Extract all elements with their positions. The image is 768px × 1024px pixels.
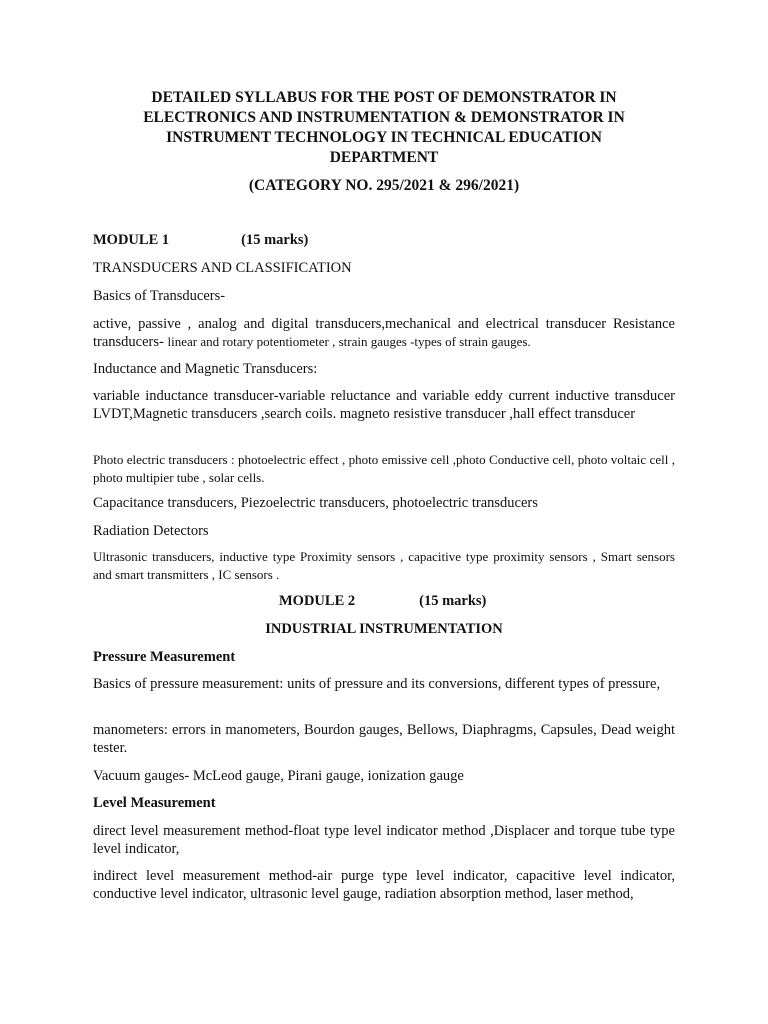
module-2-label: MODULE 2	[279, 593, 356, 609]
level-heading: Level Measurement	[93, 795, 216, 811]
inductance-heading: Inductance and Magnetic Transducers:	[93, 361, 318, 377]
capacitance-text: Capacitance transducers, Piezoelectric transducers, photoelectric transducers	[93, 495, 538, 511]
direct-level-text: direct level measurement method-float type level indicator method ,Displacer and torque tube type level indicator,	[93, 823, 675, 857]
module-2-marks: (15 marks)	[419, 593, 487, 609]
ultrasonic-text: Ultrasonic transducers, inductive type Proximity sensors , capacitive type proximity sensors , Smart sensors and smart transmitters , IC sensors .	[93, 549, 675, 582]
title-line-1: DETAILED SYLLABUS FOR THE POST OF DEMONSTRATOR IN	[151, 89, 617, 106]
photo-electric-text: Photo electric transducers : photoelectric effect , photo emissive cell ,photo Conductive cell, photo voltaic cell , photo multipier tube , solar cells.	[93, 452, 675, 485]
title-line-4: DEPARTMENT	[329, 149, 439, 166]
module-1-marks: (15 marks)	[241, 232, 309, 248]
manometers-text: manometers: errors in manometers, Bourdon gauges, Bellows, Diaphragms, Capsules, Dead weight tester.	[93, 722, 675, 756]
module-2-heading	[279, 592, 599, 610]
pressure-basics-text: Basics of pressure measurement: units of pressure and its conversions, different types of pressure,	[93, 676, 661, 692]
basics-text-b: linear and rotary potentiometer , strain gauges -types of strain gauges.	[167, 334, 531, 349]
inductance-text: variable inductance transducer-variable reluctance and variable eddy current inductive transducer LVDT,Magnetic transducers ,search coils. magneto resistive transducer ,hall effect transducer	[93, 388, 675, 422]
basics-text	[93, 315, 675, 351]
module-1-topic: TRANSDUCERS AND CLASSIFICATION	[93, 260, 352, 276]
module-2-topic: INDUSTRIAL INSTRUMENTATION	[265, 621, 503, 637]
document-title	[100, 88, 668, 168]
category-number: (CATEGORY NO. 295/2021 & 296/2021)	[248, 177, 520, 194]
module-1-label: MODULE 1	[93, 232, 170, 248]
pressure-heading: Pressure Measurement	[93, 649, 236, 665]
basics-text-a: active, passive , analog and digital transducers,mechanical and electrical transducer Resistance transducers-	[93, 316, 675, 350]
basics-heading: Basics of Transducers-	[93, 288, 226, 304]
title-line-3: INSTRUMENT TECHNOLOGY IN TECHNICAL EDUCATION	[166, 129, 602, 146]
module-1-heading	[93, 231, 675, 249]
vacuum-gauges-text: Vacuum gauges- McLeod gauge, Pirani gauge, ionization gauge	[93, 768, 464, 784]
title-line-2: ELECTRONICS AND INSTRUMENTATION & DEMONSTRATOR IN	[143, 109, 625, 126]
radiation-heading: Radiation Detectors	[93, 523, 209, 539]
indirect-level-text: indirect level measurement method-air purge type level indicator, capacitive level indicator, conductive level indicator, ultrasonic level gauge, radiation absorption method, laser method,	[93, 868, 675, 902]
